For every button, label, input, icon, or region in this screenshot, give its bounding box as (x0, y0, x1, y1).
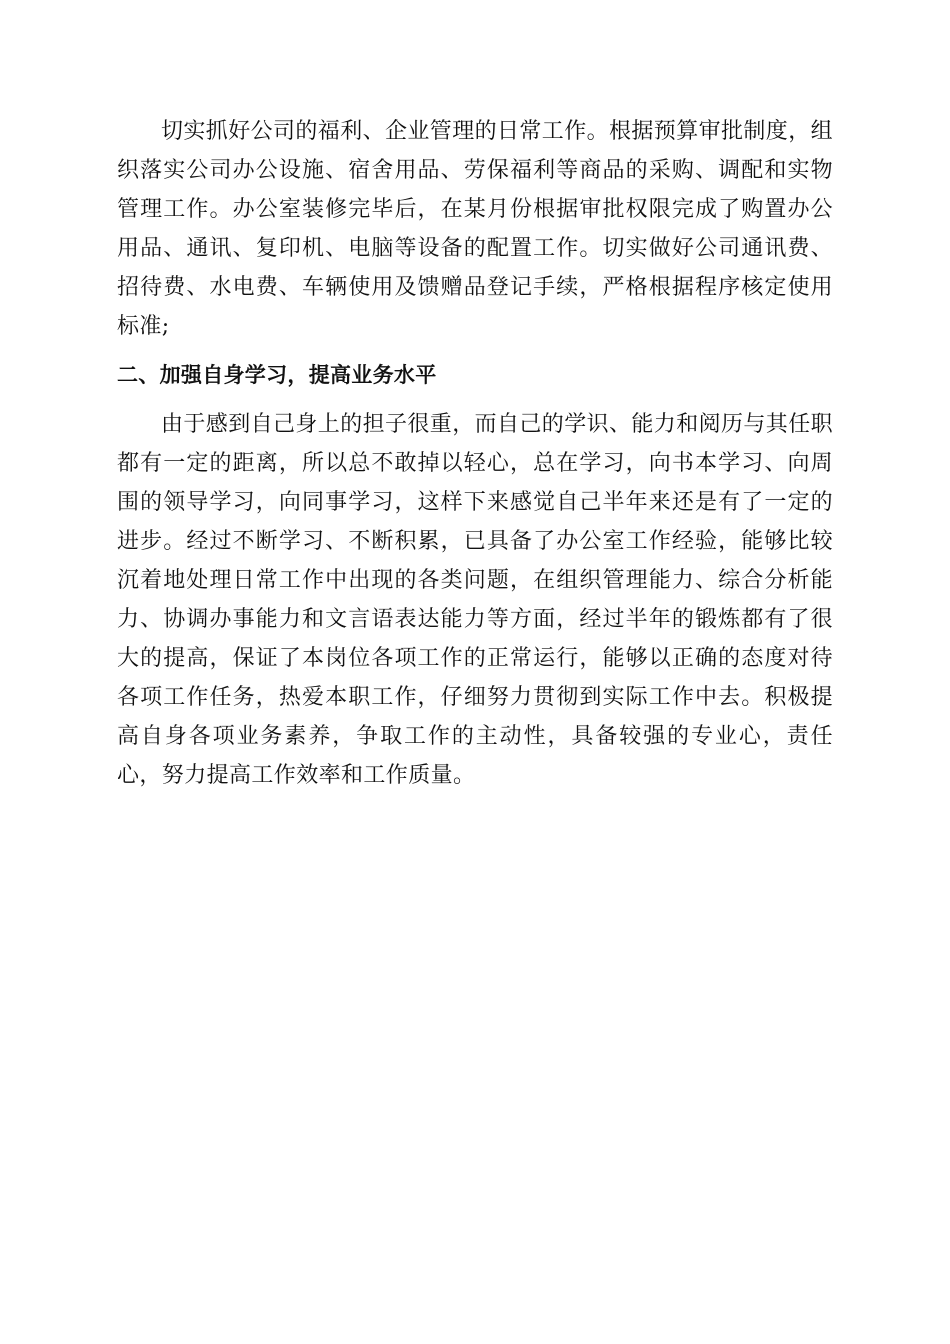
paragraph-self-study: 由于感到自己身上的担子很重，而自己的学识、能力和阅历与其任职都有一定的距离，所以总不敢掉以轻心，总在学习，向书本学习、向周围的领导学习，向同事学习，这样下来感觉自己半年来还是有了一定的进步。经过不断学习、不断积累，已具备了办公室工作经验，能够比较沉着地处理日常工作中出现的各类问题，在组织管理能力、综合分析能力、协调办事能力和文言语表达能力等方面，经过半年的锻炼都有了很大的提高，保证了本岗位各项工作的正常运行，能够以正确的态度对待各项工作任务，热爱本职工作，仔细努力贯彻到实际工作中去。积极提高自身各项业务素养，争取工作的主动性，具备较强的专业心，责任心，努力提高工作效率和工作质量。 (117, 412, 834, 788)
paragraph-welfare-management: 切实抓好公司的福利、企业管理的日常工作。根据预算审批制度，组织落实公司办公设施、宿舍用品、劳保福利等商品的采购、调配和实物管理工作。办公室装修完毕后，在某月份根据审批权限完成了购置办公用品、通讯、复印机、电脑等设备的配置工作。切实做好公司通讯费、招待费、水电费、车辆使用及馈赠品登记手续，严格根据程序核定使用标准; (117, 119, 834, 339)
document-page (117, 112, 833, 795)
section-heading-study: 二、加强自身学习，提高业务水平 (117, 363, 437, 387)
